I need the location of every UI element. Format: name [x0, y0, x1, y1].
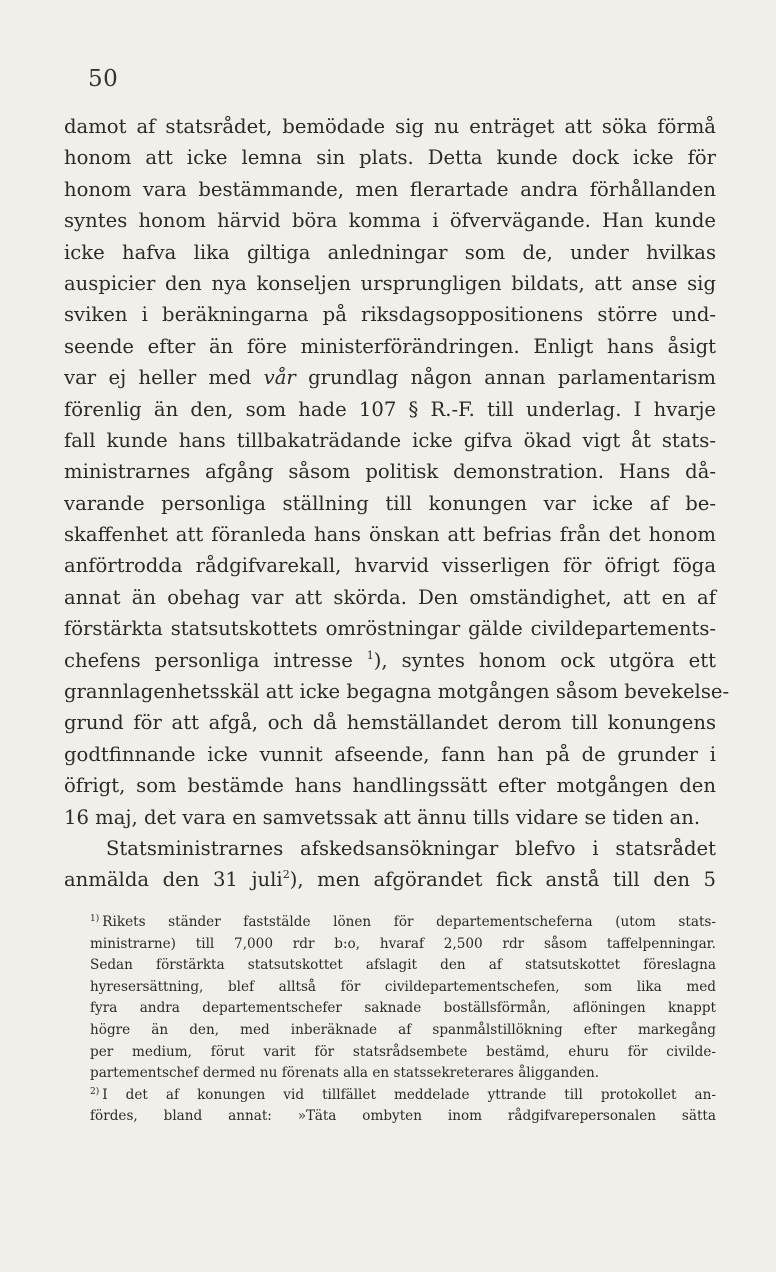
text-segment: chefens personliga intresse	[64, 648, 367, 672]
page-number: 50	[88, 66, 119, 92]
text-segment: ),	[289, 868, 304, 892]
footnote-ref-2[interactable]: 2	[282, 868, 290, 882]
text-line: öfrigt, som bestämde hans handlingssätt efter motgången den	[64, 774, 716, 798]
text-line: damot af statsrådet, bemödade sig nu enträget att söka förmå	[64, 115, 716, 138]
text-line: chefens personliga intresse $^1$), syntes honom ock utgöra ett	[64, 648, 716, 672]
footnote-line: $^{2)}$ I det af konungen vid tillfället meddelade yttrande till protokollet an-	[90, 1086, 716, 1103]
text-line: Statsministrarnes afskedsansökningar blefvo i statsrådet	[106, 836, 716, 860]
body-text	[64, 111, 730, 896]
text-line: förenlig än den, som hade 107 § R.-F. till underlag. I hvarje	[64, 397, 716, 421]
text-line: auspicier den nya konseljen ursprungligen bildats, att anse sig	[64, 271, 716, 295]
footnote-line: per medium, förut varit för statsrådsembete bestämd, ehuru för civilde-	[90, 1043, 716, 1060]
footnote-line: fördes, bland annat: »Täta ombyten inom rådgifvarepersonalen sätta	[90, 1108, 716, 1125]
footnote-line: fyra andra departementschefer saknade boställsförmån, aflöningen knappt	[90, 1000, 716, 1017]
text-line: annat än obehag var att skörda. Den omständighet, att en af	[64, 585, 716, 609]
text-segment: grundlag någon annan parlamentarism	[295, 366, 716, 390]
footnote-line: partementschef dermed nu förenats alla en statssekreterares åligganden.	[90, 1065, 600, 1082]
footnote-line: $^{1)}$ Rikets ständer faststälde lönen för departementscheferna (utom stats-	[90, 914, 716, 930]
text-segment: men afgörandet fick anstå till den 5	[317, 868, 717, 892]
text-line	[64, 864, 716, 895]
footnote-marker-2: 2)	[90, 1086, 100, 1097]
text-line: seende efter än före ministerförändringen. Enligt hans åsigt	[64, 334, 716, 358]
text-line: ministrarnes afgång såsom politisk demonstration. Hans då-	[64, 460, 716, 484]
footnotes	[64, 912, 716, 1128]
text-line: skaffenhet att föranleda hans önskan att befrias från det honom	[64, 523, 716, 547]
text-line: honom att icke lemna sin plats. Detta kunde dock icke för	[64, 146, 716, 170]
emphasis: vår	[263, 366, 296, 390]
footnote-line: ministrarne) till 7,000 rdr b:o, hvaraf 2,500 rdr såsom taffelpenningar.	[90, 935, 716, 952]
text-line: fall kunde hans tillbakaträdande icke gifva ökad vigt åt stats-	[64, 428, 716, 452]
footnote-marker-1: 1)	[90, 914, 100, 924]
footnote-ref-1[interactable]: 1	[366, 648, 374, 662]
text-line: icke hafva lika giltiga anledningar som de, under hvilkas	[64, 240, 716, 264]
text-line: grannlagenhetsskäl att icke begagna motgången såsom bevekelse-	[64, 680, 730, 704]
footnote-line: Sedan förstärkta statsutskottet afslagit den af statsutskottet föreslagna	[90, 957, 716, 974]
footnote-line: hyresersättning, blef alltså för civildepartementschefen, som lika med	[90, 978, 716, 995]
text-segment: var ej heller med	[64, 366, 264, 390]
text-segment: , syntes honom ock utgöra ett	[381, 648, 716, 672]
text-line: honom vara bestämmande, men flerartade andra förhållanden	[64, 177, 716, 201]
text-line	[64, 362, 716, 393]
text-line: godtfinnande icke vunnit afseende, fann han på de grunder i	[64, 742, 716, 766]
text-line: sviken i beräkningarna på riksdagsoppositionens större und-	[64, 303, 716, 327]
text-line: anförtrodda rådgifvarekall, hvarvid visserligen för öfrigt föga	[64, 554, 716, 578]
text-line: syntes honom härvid böra komma i öfvervägande. Han kunde	[64, 209, 716, 233]
footnote-line: högre än den, med inberäknade af spanmålstillökning efter markegång	[90, 1021, 716, 1038]
text-line: grund för att afgå, och då hemställandet derom till konungens	[64, 711, 716, 735]
text-line: förstärkta statsutskottets omröstningar gälde civildepartements-	[64, 617, 716, 641]
text-segment: anmälda den 31 juli	[64, 868, 283, 892]
text-line: 16 maj, det vara en samvetssak att ännu tills vidare se tiden an.	[64, 805, 701, 829]
text-line: varande personliga ställning till konungen var icke af be-	[64, 491, 716, 515]
